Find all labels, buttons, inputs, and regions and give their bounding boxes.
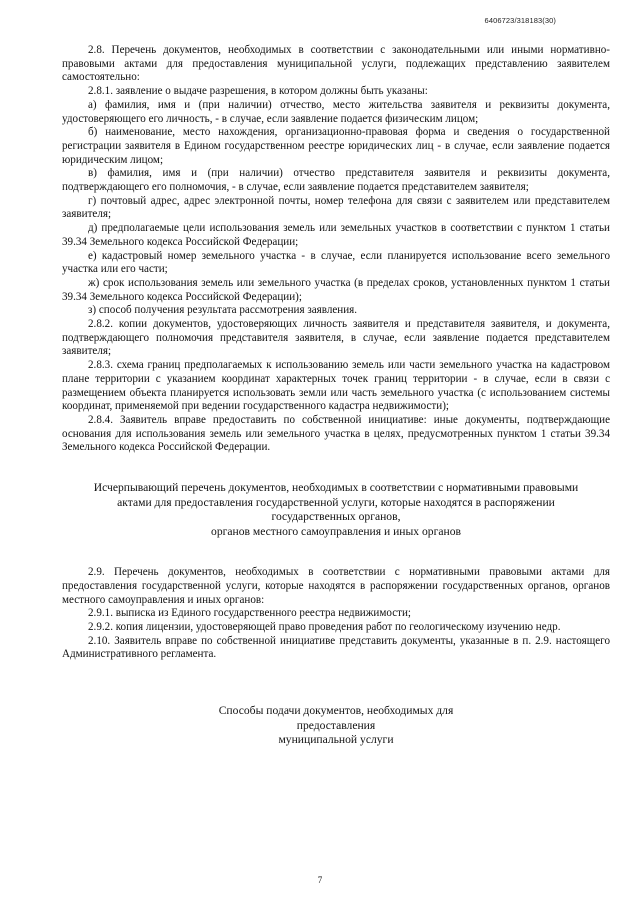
paragraph-item-a: а) фамилия, имя и (при наличии) отчество, место жительства заявителя и реквизиты документа, удостоверяющего его личность, - в случае, если заявление подается физическим лицом; <box>62 98 610 125</box>
paragraph-item-z: з) способ получения результата рассмотрения заявления. <box>88 304 358 317</box>
heading-line: органов местного самоуправления и иных органов <box>211 524 461 538</box>
paragraph-2-8-4: 2.8.4. Заявитель вправе предоставить по собственной инициативе: иные документы, подтверждающие основания для использования земель или земельного участка в целях, предусмотренных пунктом 1 статьи 39.34 Земельного кодекса Российской Федерации. <box>62 413 610 454</box>
page-number: 7 <box>317 875 323 885</box>
section-heading-exhaustive-list <box>62 481 610 539</box>
paragraph-2-10: 2.10. Заявитель вправе по собственной инициативе представить документы, указанные в п. 2.9. настоящего Административного регламента. <box>62 634 610 661</box>
paragraph-2-8-1: 2.8.1. заявление о выдаче разрешения, в котором должны быть указаны: <box>88 85 428 98</box>
document-body <box>62 44 610 748</box>
paragraph-2-9-2: 2.9.2. копия лицензии, удостоверяющей право проведения работ по геологическому изучению недр. <box>88 620 561 633</box>
heading-line: муниципальной услуги <box>278 733 394 747</box>
section-heading-submission-methods <box>62 704 610 748</box>
paragraph-item-d: д) предполагаемые цели использования земель или земельных участков в соответствии с пунктом 1 статьи 39.34 Земельного кодекса Российской Федерации; <box>62 222 610 248</box>
paragraph-2-8-2: 2.8.2. копии документов, удостоверяющих личность заявителя и представителя заявителя, и документа, подтверждающего полномочия представителя заявителя, в случае, если заявление подается представителем заявителя; <box>62 318 610 358</box>
document-id: 6406723/318183(30) <box>484 16 556 25</box>
paragraph-2-9: 2.9. Перечень документов, необходимых в соответствии с нормативными правовыми актами для предоставления государственной услуги, которые находятся в распоряжении государственных органов, органов местного самоуправления и иных органов: <box>62 566 610 606</box>
paragraph-item-v: в) фамилия, имя и (при наличии) отчество представителя заявителя и реквизиты документа, подтверждающего его полномочия, - в случае, если заявление подается представителем заявителя; <box>62 167 610 194</box>
paragraph-item-zh: ж) срок использования земель или земельного участка (в пределах сроков, установленных пунктом 1 статьи 39.34 Земельного кодекса Российской Федерации); <box>62 276 610 303</box>
heading-line: государственных органов, <box>271 510 401 524</box>
paragraph-2-8-3: 2.8.3. схема границ предполагаемых к использованию земель или части земельного участка на кадастровом плане территории с указанием координат характерных точек границ территории - в случае, если в связи с размещением объекта планируется использовать земли или часть земельного участка (с использованием системы координат, применяемой при ведении государственного кадастра недвижимости); <box>62 359 610 413</box>
paragraph-2-8: 2.8. Перечень документов, необходимых в соответствии с законодательными или иными нормативно-правовыми актами для предоставления муниципальной услуги, подлежащих представлению заявителем самостоятельно: <box>62 44 610 84</box>
paragraph-2-9-1: 2.9.1. выписка из Единого государственного реестра недвижимости; <box>88 607 411 620</box>
paragraph-item-e: е) кадастровый номер земельного участка - в случае, если планируется использование всего земельного участка или его части; <box>62 249 610 276</box>
paragraph-item-g: г) почтовый адрес, адрес электронной почты, номер телефона для связи с заявителем или представителем заявителя; <box>62 194 610 221</box>
heading-line: Исчерпывающий перечень документов, необходимых в соответствии с нормативными правовыми <box>93 481 579 495</box>
paragraph-item-b: б) наименование, место нахождения, организационно-правовая форма и сведения о государственной регистрации заявителя в Едином государственном реестре юридических лиц - в случае, если заявление подается юридическим лицом; <box>62 126 610 166</box>
heading-line: актами для предоставления государственной услуги, которые находятся в распоряжении <box>117 495 555 509</box>
heading-line: Способы подачи документов, необходимых для предоставления <box>218 704 454 732</box>
